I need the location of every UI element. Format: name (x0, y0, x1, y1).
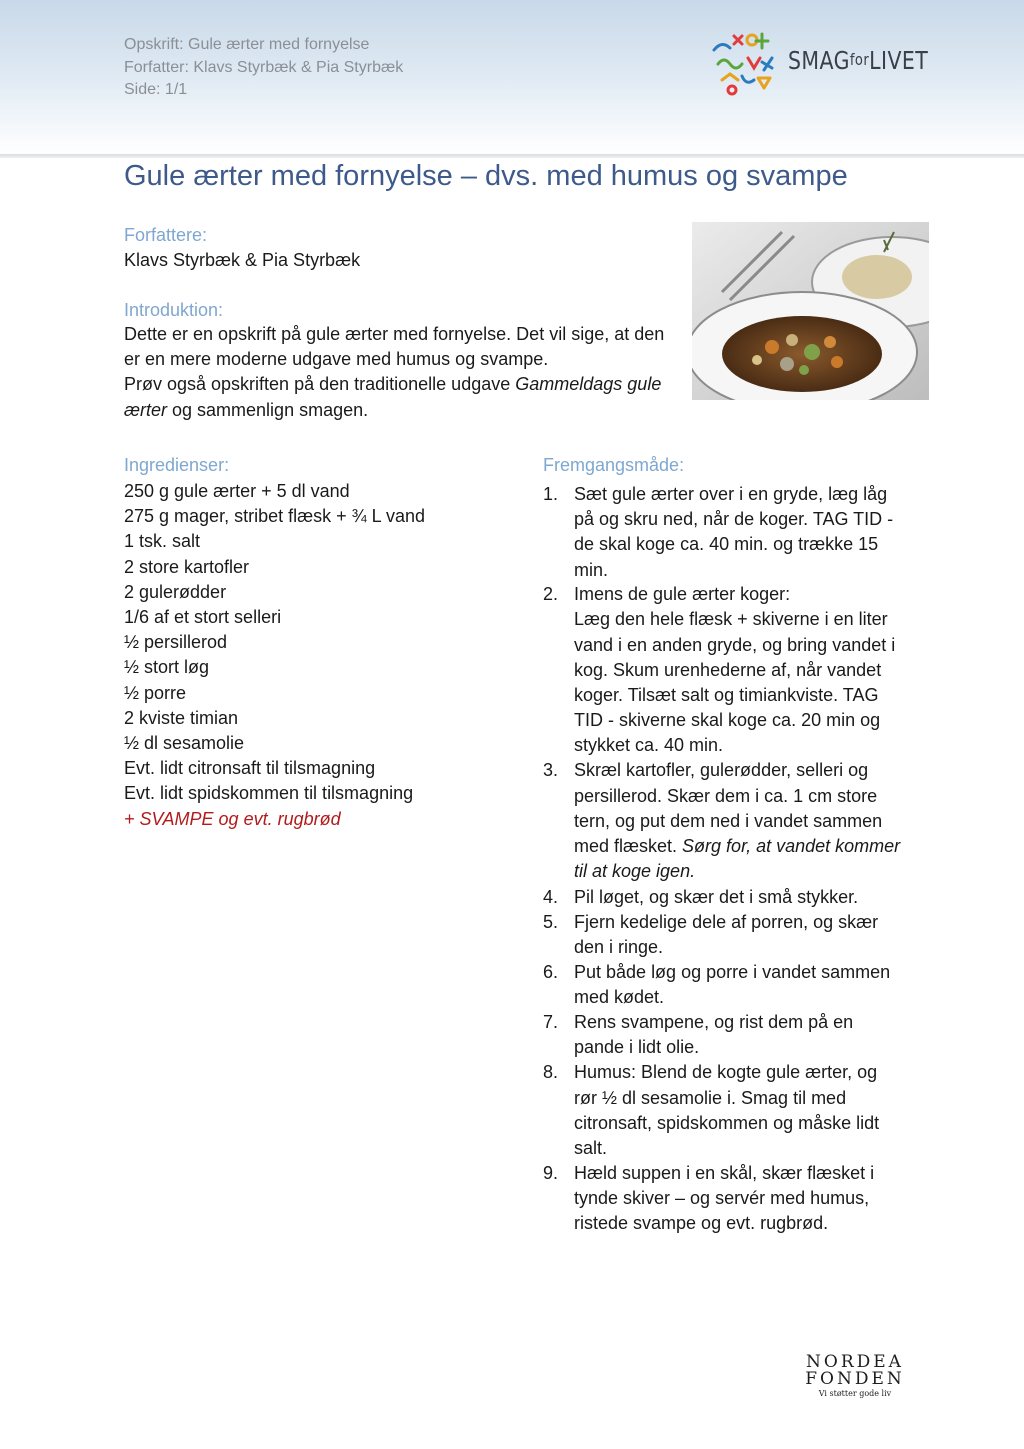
list-item: ½ stort løg (124, 657, 210, 678)
authors-heading: Forfattere: (124, 225, 208, 245)
step-item: 8. Humus: Blend de kogte gule ærter, og rør ½ dl sesamolie i. Smag til med citronsaft, spidskommen og måske lidt salt. (543, 1062, 880, 1158)
intro-text: Dette er en opskrift på gule ærter med fornyelse. Det vil sige, at den er en mere moderne udgave med humus og svampe. Prøv også opskriften på den traditionelle udgave Gammeldags gule ærter og sammenlign smagen. (124, 324, 665, 420)
list-item: ½ porre (124, 682, 187, 703)
list-item: 2 store kartofler (124, 556, 250, 577)
extra-ingredients: + SVAMPE og evt. rugbrød (124, 808, 341, 829)
method-steps (543, 482, 904, 1237)
step-item: 6. Put både løg og porre i vandet sammen med kødet. (543, 961, 891, 1008)
ingredients-heading: Ingredienser: (124, 455, 230, 475)
nordea-fonden-logo: NORDEA FONDEN Vi støtter gode liv (805, 1352, 905, 1398)
list-item: 2 gulerødder (124, 581, 227, 602)
list-item: Evt. lidt citronsaft til tilsmagning (124, 758, 376, 779)
logo-wordmark: SMAGforLIVET (788, 46, 929, 75)
authors-names: Klavs Styrbæk & Pia Styrbæk (124, 250, 361, 270)
step-item: 9. Hæld suppen i en skål, skær flæsket i tynde skiver – og servér med humus, ristede svampe og evt. rugbrød. (543, 1162, 875, 1233)
page-title: Gule ærter med fornyelse – dvs. med humus og svampe (124, 160, 848, 192)
recipe-link[interactable]: Gammeldags gule (515, 374, 662, 395)
step-item: 3. Skræl kartofler, gulerødder, selleri og persillerod. Skær dem i ca. 1 cm store tern, og put dem ned i vandet sammen med flæsket. Sørg for, at vandet kommer til at koge igen. (543, 760, 901, 882)
step-item: 1. Sæt gule ærter over i en gryde, læg låg på og skru ned, når de koger. TAG TID - de skal koge ca. 40 min. og trække 15 min. (543, 484, 894, 580)
list-item: ½ dl sesamolie (124, 733, 245, 754)
smag-for-livet-emblem-icon (708, 28, 780, 98)
meta-author: Forfatter: Klavs Styrbæk & Pia Styrbæk (124, 58, 404, 76)
list-item: Evt. lidt spidskommen til tilsmagning (124, 783, 414, 804)
dish-photo (692, 222, 929, 400)
step-item: 4. Pil løget, og skær det i små stykker. (543, 886, 859, 907)
smag-for-livet-logo (708, 28, 944, 98)
list-item: ½ persillerod (124, 632, 228, 653)
meta-recipe: Opskrift: Gule ærter med fornyelse (124, 36, 370, 53)
list-item: 250 g gule ærter + 5 dl vand (124, 481, 350, 501)
list-item: 1 tsk. salt (124, 531, 201, 552)
method-heading: Fremgangsmåde: (543, 455, 685, 475)
list-item: 2 kviste timian (124, 707, 239, 728)
step-item: 2. Imens de gule ærter koger: Læg den hele flæsk + skiverne i en liter vand i en anden gryde, og bring vandet i kog. Skum urenhederne af, når vandet koger. Tilsæt salt og timiankviste. TAG TID - skiverne skal koge ca. 20 min og stykket ca. 40 min. (543, 584, 896, 756)
step-item: 5. Fjern kedelige dele af porren, og skær den i ringe. (543, 911, 879, 957)
recipe-link-cont[interactable]: ærter (124, 399, 168, 420)
meta-page: Side: 1/1 (124, 81, 188, 98)
header-divider (0, 154, 1024, 158)
document-meta (124, 34, 403, 102)
step-item: 7. Rens svampene, og rist dem på en pande i lidt olie. (543, 1012, 854, 1058)
intro-heading: Introduktion: (124, 300, 224, 320)
list-item: 1/6 af et stort selleri (124, 607, 282, 628)
ingredients-list (124, 479, 425, 832)
list-item: 275 g mager, stribet flæsk + ¾ L vand (124, 506, 425, 527)
